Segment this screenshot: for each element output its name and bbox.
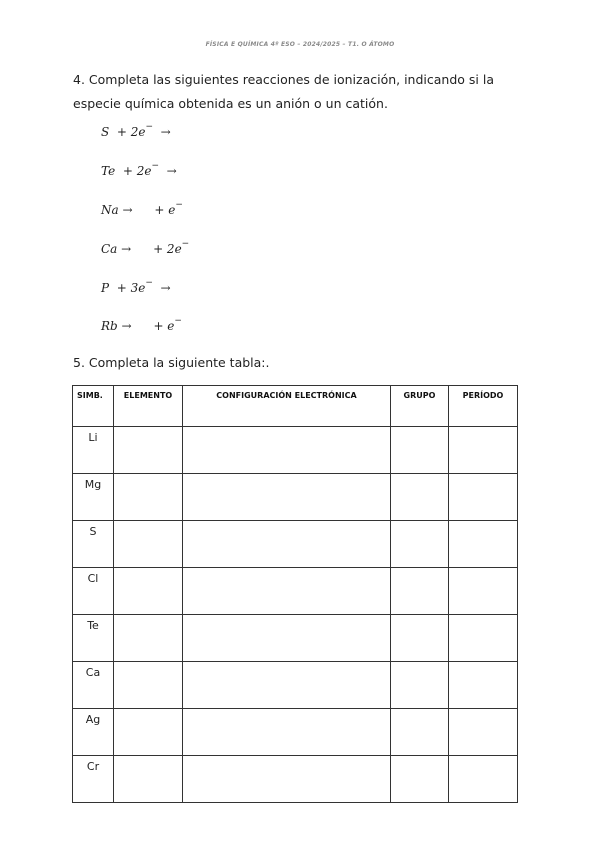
- symbol-cell: Li: [73, 427, 114, 474]
- element-answer-cell[interactable]: [114, 615, 183, 662]
- period-answer-cell[interactable]: [449, 709, 518, 756]
- group-answer-cell[interactable]: [391, 427, 449, 474]
- table-row: [73, 709, 518, 756]
- configuration-answer-cell[interactable]: [183, 521, 391, 568]
- group-answer-cell[interactable]: [391, 756, 449, 803]
- reaction-arrow: →: [160, 281, 171, 295]
- symbol-cell: Ag: [73, 709, 114, 756]
- element-answer-cell[interactable]: [114, 568, 183, 615]
- symbol-cell: Mg: [73, 474, 114, 521]
- column-header-symbol: SIMB.: [73, 386, 114, 427]
- reaction-species: Te: [101, 164, 116, 178]
- reaction-te: [101, 163, 177, 181]
- table-row: [73, 568, 518, 615]
- reaction-species: S: [101, 125, 110, 139]
- reaction-arrow: →: [166, 164, 177, 178]
- configuration-answer-cell[interactable]: [183, 615, 391, 662]
- element-answer-cell[interactable]: [114, 756, 183, 803]
- table-row: [73, 662, 518, 709]
- period-answer-cell[interactable]: [449, 615, 518, 662]
- column-header-period: PERÍODO: [449, 386, 518, 427]
- period-answer-cell[interactable]: [449, 756, 518, 803]
- table-row: [73, 427, 518, 474]
- element-answer-cell[interactable]: [114, 662, 183, 709]
- reaction-electrons: + 3e: [116, 281, 146, 295]
- reaction-arrow: →: [160, 125, 171, 139]
- electron-charge: −: [174, 316, 182, 326]
- column-header-element: ELEMENTO: [114, 386, 183, 427]
- group-answer-cell[interactable]: [391, 521, 449, 568]
- table-row: [73, 756, 518, 803]
- element-answer-cell[interactable]: [114, 521, 183, 568]
- electron-charge: −: [151, 161, 159, 171]
- group-answer-cell[interactable]: [391, 615, 449, 662]
- configuration-answer-cell[interactable]: [183, 709, 391, 756]
- electron-charge: −: [145, 278, 153, 288]
- reaction-arrow: →: [121, 319, 132, 333]
- group-answer-cell[interactable]: [391, 662, 449, 709]
- group-answer-cell[interactable]: [391, 568, 449, 615]
- reaction-electrons: + 2e: [153, 242, 182, 256]
- electron-charge: −: [175, 200, 183, 210]
- symbol-cell: Cr: [73, 756, 114, 803]
- reaction-ca: [101, 241, 189, 259]
- symbol-cell: Cl: [73, 568, 114, 615]
- electron-charge: −: [181, 239, 190, 249]
- element-answer-cell[interactable]: [114, 474, 183, 521]
- column-header-group: GRUPO: [391, 386, 449, 427]
- configuration-answer-cell[interactable]: [183, 756, 391, 803]
- reaction-species: P: [101, 281, 110, 295]
- reaction-electrons: + 2e: [122, 164, 152, 178]
- period-answer-cell[interactable]: [449, 662, 518, 709]
- symbol-cell: Ca: [73, 662, 114, 709]
- reaction-p: [101, 280, 171, 298]
- group-answer-cell[interactable]: [391, 709, 449, 756]
- table-row: [73, 474, 518, 521]
- question-5-text: 5. Completa la siguiente tabla:.: [73, 355, 270, 370]
- element-answer-cell[interactable]: [114, 427, 183, 474]
- reaction-species: Rb: [101, 319, 118, 333]
- element-answer-cell[interactable]: [114, 709, 183, 756]
- configuration-answer-cell[interactable]: [183, 474, 391, 521]
- configuration-answer-cell[interactable]: [183, 662, 391, 709]
- period-answer-cell[interactable]: [449, 568, 518, 615]
- configuration-answer-cell[interactable]: [183, 568, 391, 615]
- reaction-species: Na: [101, 203, 119, 217]
- electron-charge: −: [145, 122, 154, 132]
- table-row: [73, 615, 518, 662]
- reaction-na: [101, 202, 183, 220]
- table-row: [73, 521, 518, 568]
- period-answer-cell[interactable]: [449, 474, 518, 521]
- reaction-arrow: →: [121, 242, 132, 256]
- reaction-rb: [101, 318, 182, 336]
- column-header-configuration: CONFIGURACIÓN ELECTRÓNICA: [183, 386, 391, 427]
- group-answer-cell[interactable]: [391, 474, 449, 521]
- reaction-arrow: →: [122, 203, 133, 217]
- reaction-electrons: + e: [154, 203, 176, 217]
- periodic-table-exercise: [72, 385, 518, 803]
- symbol-cell: S: [73, 521, 114, 568]
- symbol-cell: Te: [73, 615, 114, 662]
- reaction-electrons: + e: [153, 319, 175, 333]
- period-answer-cell[interactable]: [449, 427, 518, 474]
- table-header-row: [73, 386, 518, 427]
- reaction-s: [101, 124, 171, 142]
- page-header: FÍSICA E QUÍMICA 4º ESO – 2024/2025 – T1. O ÁTOMO: [205, 41, 395, 48]
- reaction-electrons: + 2e: [116, 125, 146, 139]
- configuration-answer-cell[interactable]: [183, 427, 391, 474]
- reaction-species: Ca: [101, 242, 118, 256]
- question-4-text: 4. Completa las siguientes reacciones de ionización, indicando si la especie química obtenida es un anión o un catión.: [73, 72, 494, 111]
- period-answer-cell[interactable]: [449, 521, 518, 568]
